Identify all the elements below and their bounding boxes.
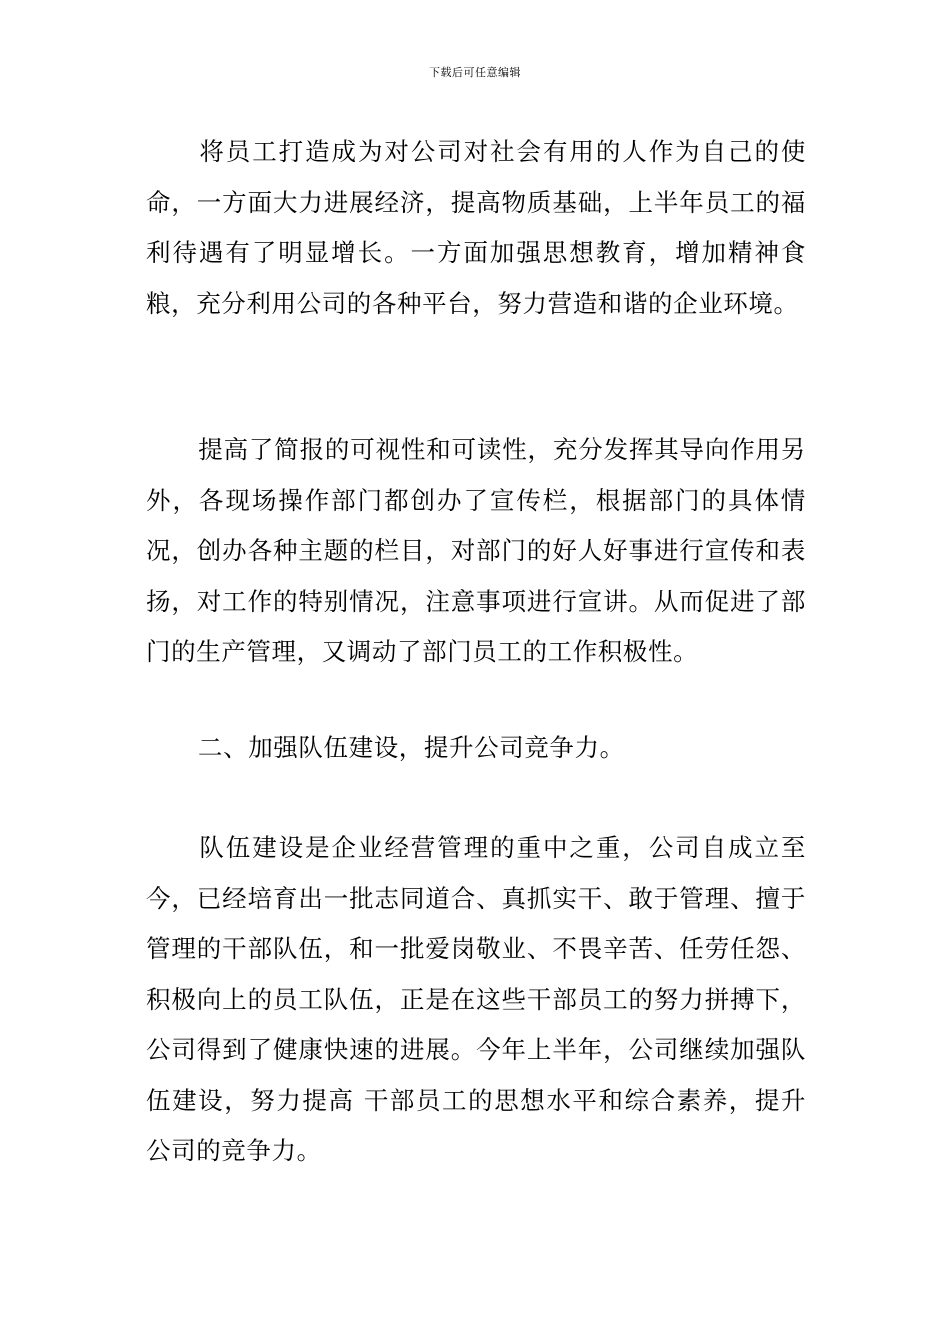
section-heading (146, 723, 806, 774)
paragraph-text: 将员工打造成为对公司对社会有用的人作为自己的使命，一方面大力进展经济，提高物质基础，上半年员工的福利待遇有了明显增长。一方面加强思想教育，增加精神食粮，充分利用公司的各种平台，努力营造和谐的企业环境。 (146, 137, 806, 318)
page-header-note: 下载后可任意编辑 (429, 66, 521, 79)
paragraph-staff-welfare (146, 127, 806, 329)
section-heading-text: 二、加强队伍建设，提升公司竞争力。 (198, 733, 625, 762)
paragraph-team-building (146, 823, 806, 1177)
paragraph-publicity (146, 425, 806, 678)
paragraph-text: 队伍建设是企业经营管理的重中之重，公司自成立至今，已经培育出一批志同道合、真抓实干、敢于管理、擅于管理的干部队伍，和一批爱岗敬业、不畏辛苦、任劳任怨、积极向上的员工队伍，正是在这些干部员工的努力拼搏下，公司得到了健康快速的进展。今年上半年，公司继续加强队伍建设，努力提高 干部员工的思想水平和综合素养，提升公司的竞争力。 (146, 833, 806, 1165)
paragraph-text: 提高了简报的可视性和可读性，充分发挥其导向作用另外，各现场操作部门都创办了宣传栏，根据部门的具体情况，创办各种主题的栏目，对部门的好人好事进行宣传和表扬，对工作的特别情况，注意事项进行宣讲。从而促进了部门的生产管理，又调动了部门员工的工作积极性。 (146, 435, 806, 666)
